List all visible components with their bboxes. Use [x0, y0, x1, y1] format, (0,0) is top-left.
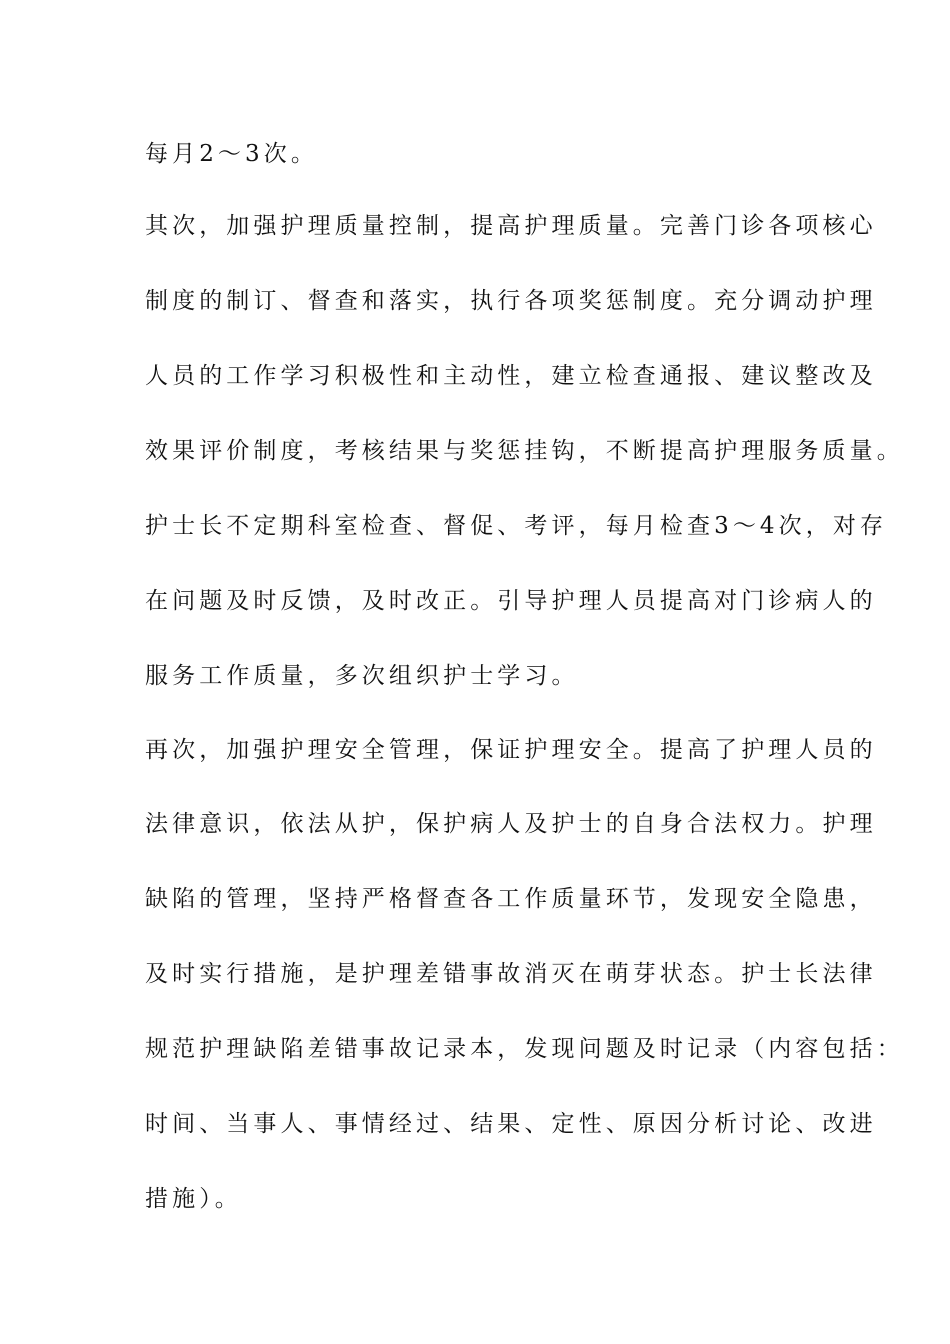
text-line: 在问题及时反馈，及时改正。引导护理人员提高对门诊病人的: [145, 588, 877, 614]
text-line: 护士长不定期科室检查、督促、考评，每月检查3～4次，对存: [145, 513, 888, 539]
text-line: 及时实行措施，是护理差错事故消灭在萌芽状态。护士长法律: [145, 961, 877, 987]
text-line: 服务工作质量，多次组织护士学习。: [145, 663, 579, 689]
text-line: 其次，加强护理质量控制，提高护理质量。完善门诊各项核心: [145, 213, 877, 239]
text-line: 规范护理缺陷差错事故记录本，发现问题及时记录（内容包括：: [145, 1036, 904, 1062]
text-line: 时间、当事人、事情经过、结果、定性、原因分析讨论、改进: [145, 1111, 877, 1137]
text-line: 人员的工作学习积极性和主动性，建立检查通报、建议整改及: [145, 363, 877, 389]
text-line: 制度的制订、督查和落实，执行各项奖惩制度。充分调动护理: [145, 288, 877, 314]
text-line: 法律意识，依法从护，保护病人及护士的自身合法权力。护理: [145, 811, 877, 837]
text-line: 每月2～3次。: [145, 141, 318, 167]
text-line: 再次，加强护理安全管理，保证护理安全。提高了护理人员的: [145, 737, 877, 763]
text-line: 效果评价制度，考核结果与奖惩挂钩，不断提高护理服务质量。: [145, 438, 904, 464]
text-line: 缺陷的管理，坚持严格督查各工作质量环节，发现安全隐患，: [145, 886, 877, 912]
text-line: 措施）。: [145, 1186, 242, 1212]
